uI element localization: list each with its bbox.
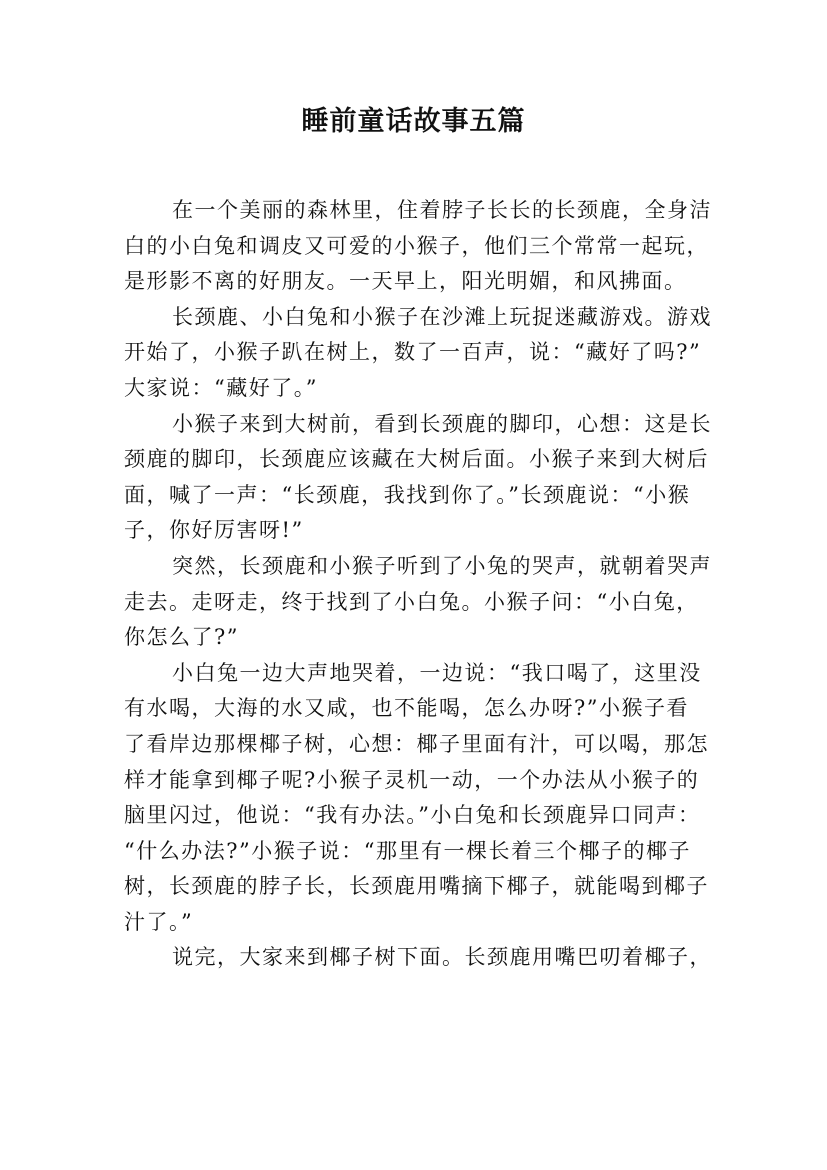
text-line: 走去。走呀走，终于找到了小白兔。小猴子问：“小白兔， [124, 589, 699, 614]
text-line: 小猴子来到大树前，看到长颈鹿的脚印，心想：这是长 [172, 411, 712, 436]
text-line: 面，喊了一声：“长颈鹿，我找到你了。”长颈鹿说：“小猴 [124, 482, 691, 507]
text-line: 颈鹿的脚印，长颈鹿应该藏在大树后面。小猴子来到大树后 [124, 447, 709, 472]
text-line: 是形影不离的好朋友。一天早上，阳光明媚，和风拂面。 [124, 269, 687, 294]
paragraph-1 [124, 193, 714, 300]
text-line: 长颈鹿、小白兔和小猴子在沙滩上玩捉迷藏游戏。游戏 [172, 304, 712, 329]
text-line: 汁了。” [124, 909, 194, 934]
text-line: 树，长颈鹿的脖子长，长颈鹿用嘴摘下椰子，就能喝到椰子 [124, 874, 709, 899]
paragraph-5 [124, 656, 714, 941]
text-line: 了看岸边那棵椰子树，心想：椰子里面有汁，可以喝，那怎 [124, 731, 709, 756]
paragraph-3 [124, 407, 714, 549]
text-line: 小白兔一边大声地哭着，一边说：“我口喝了，这里没 [172, 660, 702, 685]
paragraph-2 [124, 300, 714, 407]
text-line: 样才能拿到椰子呢?小猴子灵机一动，一个办法从小猴子的 [124, 767, 700, 792]
text-line: 说完，大家来到椰子树下面。长颈鹿用嘴巴叨着椰子， [172, 945, 712, 970]
text-line: 子，你好厉害呀!” [124, 518, 304, 543]
paragraph-6 [124, 940, 714, 976]
text-line: 白的小白兔和调皮又可爱的小猴子，他们三个常常一起玩， [124, 233, 709, 258]
text-line: “什么办法?”小猴子说：“那里有一棵长着三个椰子的椰子 [124, 838, 691, 863]
text-line: 你怎么了?” [124, 625, 239, 650]
document-title: 睡前童话故事五篇 [301, 106, 526, 137]
text-line: 突然，长颈鹿和小猴子听到了小兔的哭声，就朝着哭声 [172, 553, 712, 578]
document-body [124, 193, 714, 976]
text-line: 开始了，小猴子趴在树上，数了一百声，说：“藏好了吗?” [124, 340, 702, 365]
paragraph-4 [124, 549, 714, 656]
text-line: 在一个美丽的森林里，住着脖子长长的长颈鹿，全身洁 [172, 198, 712, 222]
text-line: 大家说：“藏好了。” [124, 375, 318, 400]
text-line: 有水喝，大海的水又咸，也不能喝，怎么办呀?”小猴子看 [124, 696, 689, 721]
text-line: 脑里闪过，他说：“我有办法。”小白兔和长颈鹿异口同声： [124, 803, 701, 828]
